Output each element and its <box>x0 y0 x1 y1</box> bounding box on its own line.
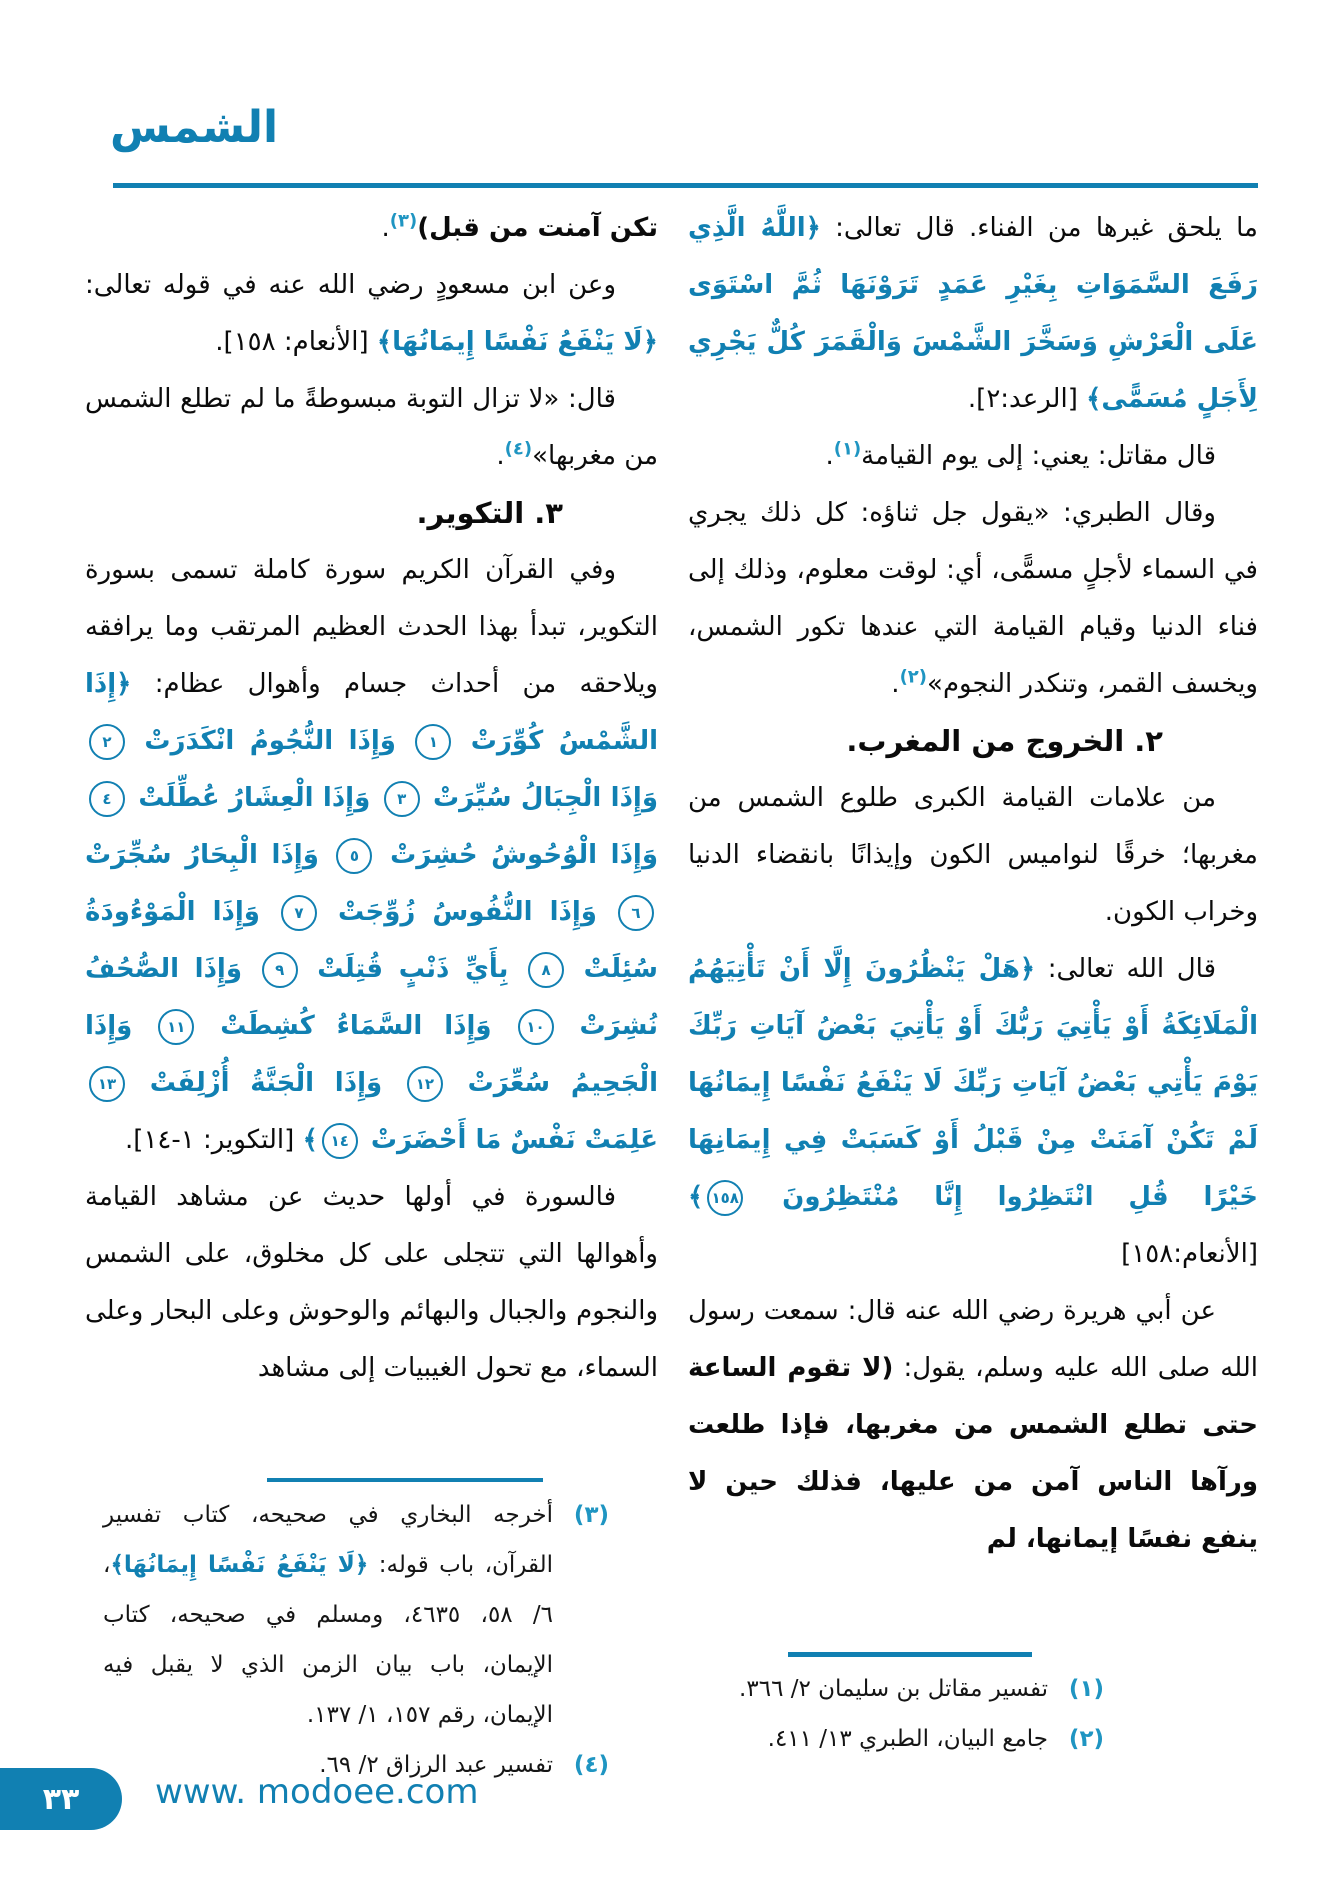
ayah-number-marker: ٥ <box>336 838 372 874</box>
paragraph <box>85 257 658 371</box>
footnotes-right <box>726 1664 1104 1764</box>
footnote-text <box>726 1664 1052 1714</box>
footnote-text <box>103 1490 557 1740</box>
quran-text: وَإِذَا الْجِبَالُ سُيِّرَتْ <box>423 783 658 813</box>
ayah-number-marker: ١٤ <box>322 1123 358 1159</box>
footnote-text <box>726 1714 1052 1764</box>
ayah-number-marker: ٧ <box>281 895 317 931</box>
footnote-item <box>726 1664 1104 1714</box>
text-run: قال مقاتل: يعني: إلى يوم القيامة <box>861 441 1216 471</box>
paragraph <box>85 200 658 257</box>
quran-text: وَإِذَا الْجَنَّةُ أُزْلِفَتْ <box>129 1068 403 1098</box>
quran-text: وَإِذَا السَّمَاءُ كُشِطَتْ <box>198 1011 514 1041</box>
paragraph <box>688 941 1258 1283</box>
ayah-number-marker: ٩ <box>262 952 298 988</box>
header-rule-divider <box>113 183 1258 188</box>
quran-text: بِأَيِّ ذَنْبٍ قُتِلَتْ <box>301 954 525 984</box>
paragraph <box>688 200 1258 428</box>
ayah-number-marker: ٣ <box>384 781 420 817</box>
text-run: قال الله تعالى: <box>1035 954 1216 984</box>
text-run: ، ٦/ ٥٨، ٤٦٣٥، ومسلم في صحيحه، كتاب الإيمان، باب بيان الزمن الذي لا يقبل فيه الإيمان، رقم ١٥٧، ١/ ١٣٧. <box>103 1552 553 1728</box>
text-run: أخرجه البخاري في صحيحه، كتاب تفسير القرآن، باب قوله: <box>103 1502 554 1578</box>
text-run: وقال الطبري: «يقول جل ثناؤه: كل ذلك يجري في السماء لأجلٍ مسمًّى، أي: لوقت معلوم، وذلك إلى فناء الدنيا وقيام القيامة التي عندها تكور الشمس، ويخسف القمر، وتنكدر النجوم» <box>688 498 1258 699</box>
paragraph <box>688 485 1258 713</box>
text-run: [الأنعام: ١٥٨]. <box>215 327 377 357</box>
page-number: ٣٣ <box>42 1781 80 1817</box>
paragraph <box>85 542 658 1169</box>
footnote-ref: (١) <box>833 438 862 460</box>
text-run: [التكوير: ١-١٤]. <box>125 1125 303 1155</box>
paragraph <box>85 371 658 485</box>
quran-text: وَإِذَا الْعِشَارُ عُطِّلَتْ <box>129 783 380 813</box>
text-run: تفسير مقاتل بن سليمان ٢/ ٣٦٦. <box>739 1676 1048 1702</box>
page-title: الشمس <box>110 102 279 153</box>
paragraph <box>85 1169 658 1397</box>
quran-text: ﴿إِذَا الشَّمْسُ كُوِّرَتْ <box>85 669 658 756</box>
quran-text: ﴿هَلْ يَنْظُرُونَ إِلَّا أَنْ تَأْتِيَهُمُ الْمَلَائِكَةُ أَوْ يَأْتِيَ رَبُّكَ أَوْ يَأْتِيَ بَعْضُ آيَاتِ رَبِّكَ يَوْمَ يَأْتِي بَعْضُ آيَاتِ رَبِّكَ لَا يَنْفَعُ نَفْسًا إِيمَانُهَا لَمْ تَكُنْ آمَنَتْ مِنْ قَبْلُ أَوْ كَسَبَتْ فِي إِيمَانِهَا خَيْرًا قُلِ انْتَظِرُوا إِنَّا مُنْتَظِرُونَ <box>688 954 1258 1212</box>
paragraph <box>688 770 1258 941</box>
paragraph <box>688 1283 1258 1568</box>
footnote-marker: (٣) <box>573 1502 609 1528</box>
ayah-number-marker: ٤ <box>89 781 125 817</box>
text-run: ما يلحق غيرها من الفناء. قال تعالى: <box>820 213 1258 243</box>
footnote-marker: (١) <box>1068 1676 1104 1702</box>
footnote-item <box>103 1490 609 1740</box>
text-run: جامع البيان، الطبري ١٣/ ٤١١. <box>767 1726 1048 1752</box>
text-run: عن أبي هريرة رضي الله عنه قال: سمعت رسول الله صلى الله عليه وسلم، يقول: <box>688 1296 1258 1383</box>
section-heading-khurooj: ٢. الخروج من المغرب. <box>846 724 1163 758</box>
text-run: تكن آمنت من قبل) <box>417 213 658 243</box>
ayah-number-marker: ٢ <box>89 724 125 760</box>
text-run: تفسير عبد الرزاق ٢/ ٦٩. <box>319 1752 553 1778</box>
ayah-number-marker: ١٥٨ <box>707 1180 743 1216</box>
quran-text: وَإِذَا الْجَحِيمُ سُعِّرَتْ <box>85 1011 658 1098</box>
quran-text: وَإِذَا الْوُحُوشُ حُشِرَتْ <box>376 840 658 870</box>
quran-text: ﴾ <box>302 1125 318 1155</box>
text-run: [الأنعام:١٥٨] <box>1121 1239 1258 1269</box>
text-run: . <box>381 213 390 243</box>
column-left <box>85 200 658 1468</box>
text-run: فالسورة في أولها حديث عن مشاهد القيامة وأهوالها التي تتجلى على كل مخلوق، على الشمس والنجوم والجبال والبهائم والوحوش وعلى البحار وعلى السماء، مع تحول الغيبيات إلى مشاهد <box>85 1182 658 1383</box>
footnote-ref: (٤) <box>504 438 533 460</box>
footnote-marker: (٢) <box>1068 1726 1104 1752</box>
page-number-badge <box>0 1768 122 1830</box>
text-run: . <box>496 441 505 471</box>
quran-text: وَإِذَا الصُّحُفُ نُشِرَتْ <box>85 954 658 1041</box>
text-run: . <box>891 669 900 699</box>
text-run: وعن ابن مسعودٍ رضي الله عنه في قوله تعالى: <box>85 270 616 300</box>
quran-text: ﴿اللَّهُ الَّذِي رَفَعَ السَّمَوَاتِ بِغَيْرِ عَمَدٍ تَرَوْنَهَا ثُمَّ اسْتَوَى عَلَى الْعَرْشِ وَسَخَّرَ الشَّمْسَ وَالْقَمَرَ كُلٌّ يَجْرِي لِأَجَلٍ مُسَمًّى﴾ <box>688 213 1258 414</box>
ayah-number-marker: ١٢ <box>407 1066 443 1102</box>
text-run: من علامات القيامة الكبرى طلوع الشمس من مغربها؛ خرقًا لنواميس الكون وإيذانًا بانقضاء الدنيا وخراب الكون. <box>688 783 1258 927</box>
ayah-number-marker: ١ <box>415 724 451 760</box>
quran-text: عَلِمَتْ نَفْسٌ مَا أَحْضَرَتْ <box>361 1125 658 1155</box>
quran-text: وَإِذَا الْبِحَارُ سُجِّرَتْ <box>85 840 333 870</box>
paragraph <box>688 428 1258 485</box>
quran-text: ﴾ <box>688 1182 704 1212</box>
text-run: . <box>825 441 834 471</box>
column-right <box>688 200 1258 1642</box>
footnotes-left <box>103 1490 609 1790</box>
footnote-ref: (٣) <box>389 210 418 232</box>
ayah-number-marker: ٨ <box>528 952 564 988</box>
footnote-item <box>726 1714 1104 1764</box>
ayah-number-marker: ١١ <box>158 1009 194 1045</box>
text-run: وفي القرآن الكريم سورة كاملة تسمى بسورة التكوير، تبدأ بهذا الحدث العظيم المرتقب وما يرافقه ويلاحقه من أحداث جسام وأهوال عظام: <box>85 555 658 699</box>
footnote-marker: (٤) <box>573 1752 609 1778</box>
quran-text: وَإِذَا الْمَوْءُودَةُ سُئِلَتْ <box>85 897 658 984</box>
text-run: (لا تقوم الساعة حتى تطلع الشمس من مغربها، فإذا طلعت ورآها الناس آمن من عليها، فذلك حين لا ينفع نفسًا إيمانها، لم <box>688 1353 1258 1554</box>
text-run: قال: «لا تزال التوبة مبسوطةً ما لم تطلع الشمس من مغربها» <box>85 384 658 471</box>
quran-text: وَإِذَا النُّفُوسُ زُوِّجَتْ <box>320 897 614 927</box>
footnote-ref: (٢) <box>899 666 928 688</box>
website-link[interactable]: www. modoee.com <box>155 1772 479 1812</box>
ayah-number-marker: ١٠ <box>518 1009 554 1045</box>
ayah-number-marker: ٦ <box>618 895 654 931</box>
quran-text: ﴿لَا يَنْفَعُ نَفْسًا إِيمَانُهَا﴾ <box>110 1552 369 1578</box>
text-run: [الرعد:٢]. <box>967 384 1087 414</box>
ayah-number-marker: ١٣ <box>89 1066 125 1102</box>
section-heading-takweer: ٣. التكوير. <box>416 496 563 530</box>
quran-text: وَإِذَا النُّجُومُ انْكَدَرَتْ <box>129 726 412 756</box>
quran-text: ﴿لَا يَنْفَعُ نَفْسًا إِيمَانُهَا﴾ <box>376 327 658 357</box>
footnote-separator-left <box>267 1478 543 1482</box>
footnote-separator-right <box>788 1652 1032 1657</box>
